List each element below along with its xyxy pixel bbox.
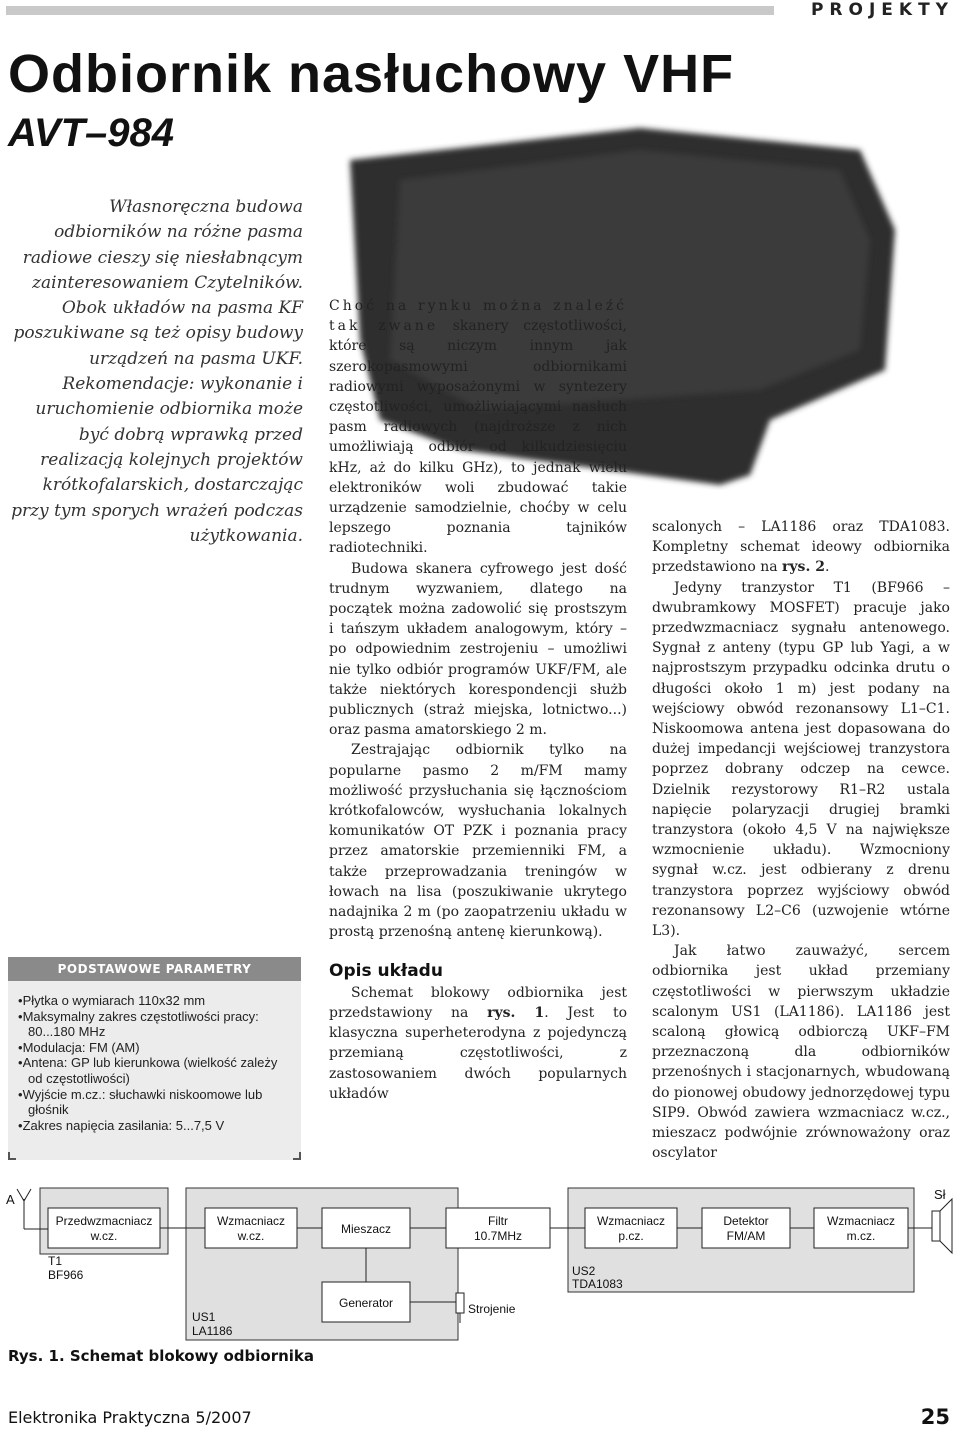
lead-spaced: Choć na rynku można znaleźć tak zwane <box>329 298 627 335</box>
param-item: • Modulacja: FM (AM) <box>18 1040 295 1056</box>
param-item: • Maksymalny zakres częstotliwości pracy: 80...180 MHz <box>18 1009 295 1040</box>
preamp-l2: w.cz. <box>90 1229 118 1243</box>
rfamp-l1: Wzmacniacz <box>216 1214 286 1228</box>
param-item: • Zakres napięcia zasilania: 5...7,5 V <box>18 1118 295 1134</box>
article-code: AVT–984 <box>8 111 175 155</box>
corner-mark <box>8 1152 16 1160</box>
parameters-header: PODSTAWOWE PARAMETRY <box>8 957 301 981</box>
speaker-label: Sł <box>934 1187 946 1202</box>
col2-p1: skanery częstotliwości, które są niczym innym jak szerokopasmowymi odbiornikami radiowymi wyposażonymi w syntezery częstotliwości, umożliwiającymi nasłuch pasm radiowych (najdroższe z nich umożliwiają odbiór od kilkudziesięciu kHz, aż do kilku GHz), to jednak wielu elektroników woli zbudować takie urządzenie samodzielnie, choćby w celu lepszego poznania tajników radiotechniki. <box>329 318 627 557</box>
block-diagram <box>0 1175 960 1375</box>
svg-text:w.cz. <box>90 1229 118 1243</box>
mixer-label: Mieszacz <box>340 1222 392 1236</box>
param-item: • Wyjście m.cz.: słuchawki niskoomowe lub głośnik <box>18 1087 295 1118</box>
us2-l1: US2 <box>572 1264 596 1278</box>
t1-l2: BF966 <box>48 1268 84 1282</box>
corner-mark <box>293 1152 301 1160</box>
generator-label: Generator <box>338 1296 394 1310</box>
us1-l2: LA1186 <box>192 1324 233 1338</box>
t1-l1: T1 <box>48 1254 63 1268</box>
figure-caption: Rys. 1. Schemat blokowy odbiornika <box>8 1347 315 1365</box>
us2-l2: TDA1083 <box>572 1277 623 1291</box>
us1-l1: US1 <box>192 1310 216 1324</box>
fig-ref-2: rys. 2 <box>782 559 825 576</box>
tuning-label: Strojenie <box>468 1302 516 1316</box>
header-rule <box>6 6 774 15</box>
param-item: • Antena: GP lub kierunkowa (wielkość zależy od częstotliwości) <box>18 1055 295 1086</box>
tuning-pot-icon <box>456 1293 464 1313</box>
col2-p2: Budowa skanera cyfrowego jest dość trudnym wyzwaniem, dlatego na początek można zadowolić się prostszym i tańszym układem analogowym, który – po odpowiednim zestrojeniu – umożliwi nie tylko odbiór programów UKF/FM, ale także niektórych korespondencji służb publicznych (straż miejska, lotnictwo...) oraz pasma amatorskiego 2 m. <box>329 560 627 739</box>
article-column-2 <box>329 296 627 1104</box>
afamp-l2: m.cz. <box>846 1229 876 1243</box>
filter-l1: Filtr <box>488 1214 508 1228</box>
speaker-icon <box>932 1199 952 1253</box>
article-column-3 <box>652 517 950 1164</box>
parameters-list <box>8 981 301 1133</box>
rfamp-l2: w.cz. <box>237 1229 265 1243</box>
col2-p4b: . Jest to klasyczna superheterodyna z pojedynczą przemianą częstotliwości, z zastosowaniem dwóch popularnych układów <box>329 1004 627 1102</box>
col3-p1a: scalonych – LA1186 oraz TDA1083. Kompletny schemat ideowy odbiornika przedstawiono na <box>652 519 950 576</box>
param-item: • Płytka o wymiarach 110x32 mm <box>18 993 295 1009</box>
magazine-footer: Elektronika Praktyczna 5/2007 <box>8 1408 252 1427</box>
ifamp-l2: p.cz. <box>618 1229 644 1243</box>
article-title: Odbiornik nasłuchowy VHF <box>8 44 735 104</box>
col3-p3: Jak łatwo zauważyć, sercem odbiornika jest układ przemiany częstotliwości w pierwszym układzie scalonym US1 (LA1186). LA1186 jest scaloną głowicą odbiorczą UKF–FM przeznaczoną dla odbiorników przenośnych i stacjonarnych, wbudowaną do pionowej obudowy jednorzędowej typu SIP9. Obwód zawiera wzmacniacz w.cz., mieszacz podwójnie zrównoważony oraz oscylator <box>652 943 950 1162</box>
col2-p3: Zestrajając odbiornik tylko na popularne pasmo 2 m/FM mamy możliwość przysłuchania się łącznościom krótkofalowców, wysłuchania lokalnych komunikatów OT PZK i poznania pracy przez amatorskie przemienniki FM, a także przeprowadzania treningów w łowach na lisa (poszukiwanie ukrytego nadajnika 2 m (po zaopatrzeniu układu w prostą przenośną antenę kierunkową). <box>329 742 627 941</box>
detector-l1: Detektor <box>723 1214 769 1228</box>
section-label: PROJEKTY <box>810 0 954 20</box>
preamp-l1: Przedwzmacniacz <box>55 1214 153 1228</box>
parameters-box <box>8 957 301 1160</box>
detector-l2: FM/AM <box>726 1229 766 1243</box>
section-heading: Opis układu <box>329 960 443 981</box>
ifamp-l1: Wzmacniacz <box>596 1214 666 1228</box>
page-number: 25 <box>920 1405 950 1429</box>
afamp-l1: Wzmacniacz <box>826 1214 896 1228</box>
col3-p1b: . <box>824 559 830 576</box>
antenna-label: A <box>6 1192 15 1207</box>
col2-p4a: Schemat blokowy odbiornika jest przedstawiony na <box>329 984 627 1021</box>
intro-text: Własnoręczna budowa odbiorników na różne pasma radiowe cieszy się niesłabnącym zainteresowaniem Czytelników. Obok układów na pasma KF poszukiwane są też opisy budowy urządzeń na pasma UKF. Rekomendacje: wykonanie i uruchomienie odbiornika może być dobrą wprawką przed realizacją kolejnych projektów krótkofalarskich, dostarczając przy tym sporych wrażeń podczas użytkowania. <box>11 197 303 546</box>
col3-p2: Jedyny tranzystor T1 (BF966 – dwubramkowy MOSFET) pracuje jako przedwzmacniacz sygnału antenowego. Sygnał z anteny (typu GP lub Yagi, a w najprostszym przypadku odcinka drutu o długości około 1 m) jest podany na wejściowy obwód rezonansowy L1–C1. Niskoomowa antena jest dopasowana do dużej impedancji wejściowej tranzystora poprzez dobrany odczep na cewce. Dzielnik rezystorowy R1–R2 ustala napięcie polaryzacji drugiej bramki tranzystora (około 4,5 V na największe wzmocnienie układu). Wzmocniony sygnał w.cz. jest odbierany z drenu tranzystora poprzez wyjściowy obwód rezonansowy L2–C6 (uzwojenie wtórne L3). <box>652 579 950 940</box>
fig-ref-1: rys. 1 <box>487 1004 545 1021</box>
svg-text:Przedwzmacniacz <box>56 1214 153 1228</box>
filter-l2: 10.7MHz <box>473 1229 523 1243</box>
